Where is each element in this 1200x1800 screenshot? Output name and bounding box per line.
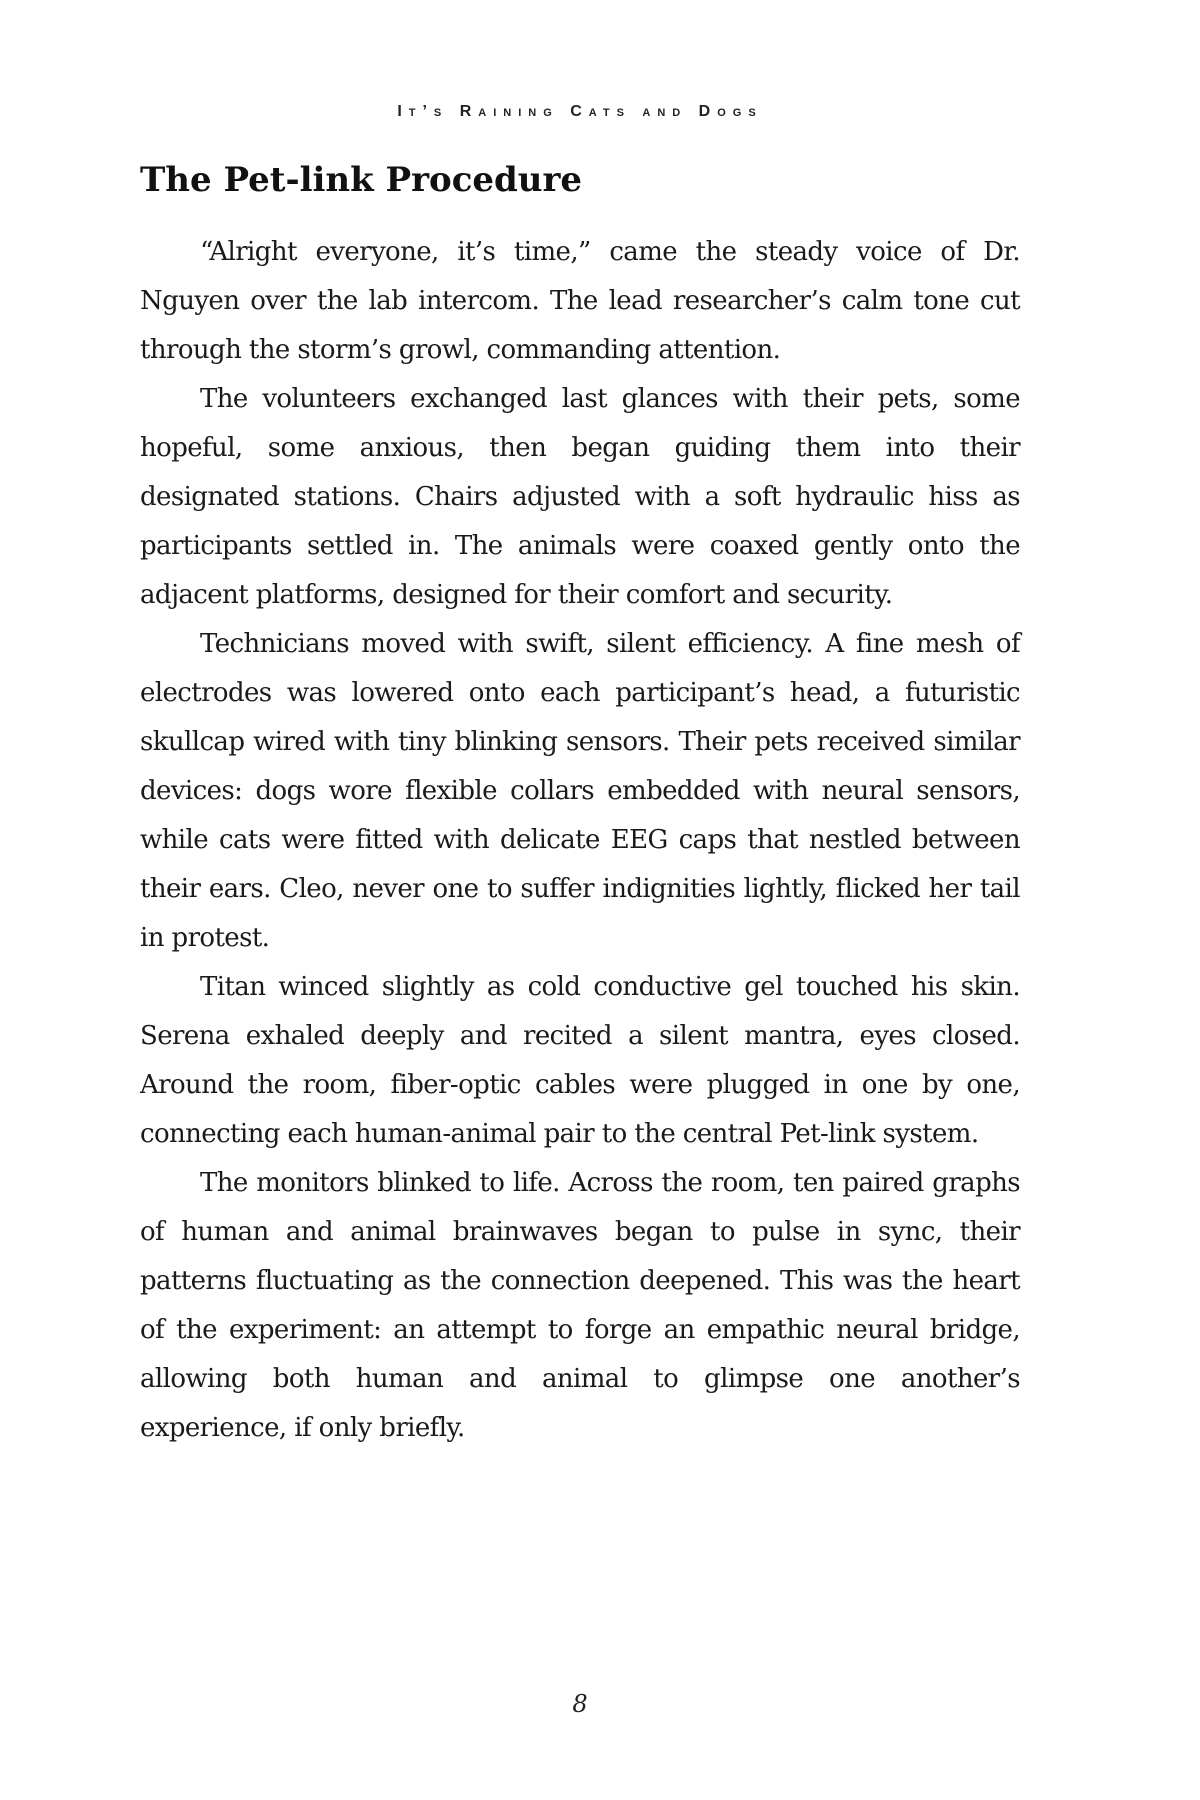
paragraph: “Alright everyone, it’s time,” came the steady voice of Dr. Nguyen over the lab intercom. The lead researcher’s calm tone cut through the storm’s growl, commanding attention. xyxy=(140,237,1020,365)
paragraph: Technicians moved with swift, silent efficiency. A fine mesh of electrodes was lowered onto each participant’s head, a futuristic skullcap wired with tiny blinking sensors. Their pets received similar devices: dogs wore flexible collars embedded with neural sensors, while cats were fitted with delicate EEG caps that nestled between their ears. Cleo, never one to suffer indignities lightly, flicked her tail in protest. xyxy=(140,629,1020,953)
paragraph: Titan winced slightly as cold conductive gel touched his skin. Serena exhaled deeply and recited a silent mantra, eyes closed. Around the room, fiber-optic cables were plugged in one by one, connecting each human-animal pair to the central Pet-link system. xyxy=(140,972,1020,1149)
page-number: 8 xyxy=(572,1690,588,1718)
chapter-title: The Pet-link Procedure xyxy=(140,160,583,200)
body-text xyxy=(140,228,1020,1453)
paragraph: The monitors blinked to life. Across the room, ten paired graphs of human and animal brainwaves began to pulse in sync, their patterns fluctuating as the connection deepened. This was the heart of the experiment: an attempt to forge an empathic neural bridge, allowing both human and animal to glimpse one another’s experience, if only briefly. xyxy=(140,1168,1020,1443)
running-header: It’s Raining Cats and Dogs xyxy=(397,103,763,120)
paragraph: The volunteers exchanged last glances with their pets, some hopeful, some anxious, then began guiding them into their designated stations. Chairs adjusted with a soft hydraulic hiss as participants settled in. The animals were coaxed gently onto the adjacent platforms, designed for their comfort and security. xyxy=(140,384,1020,610)
